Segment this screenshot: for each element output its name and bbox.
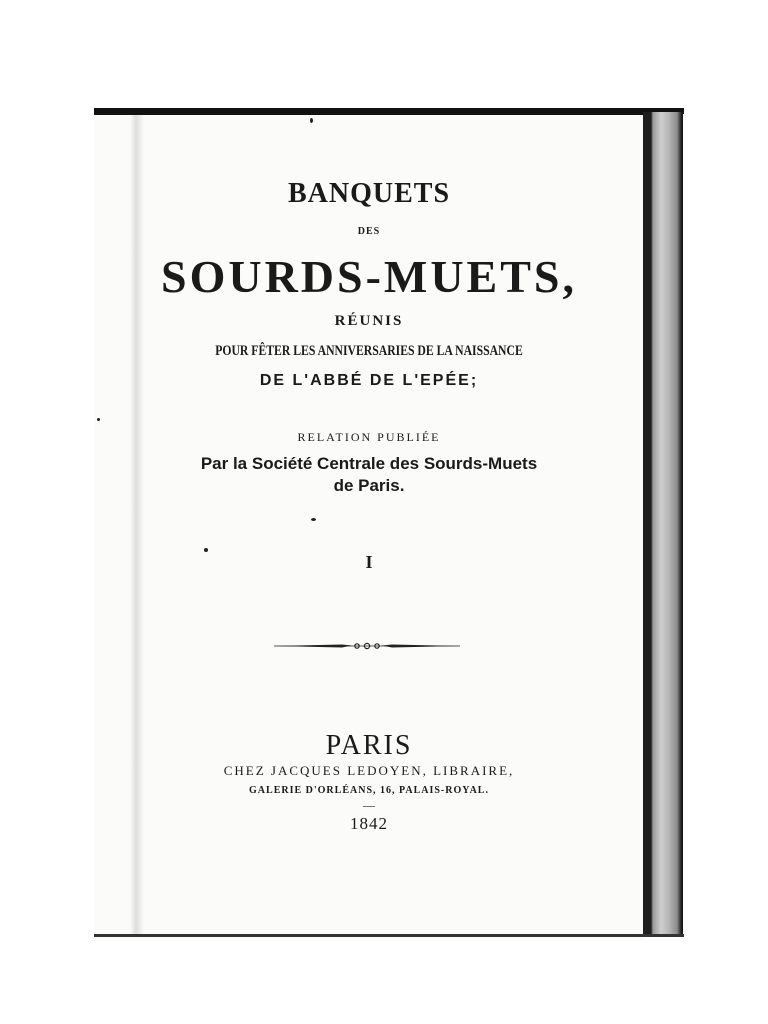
imprint-bookseller: CHEZ JACQUES LEDOYEN, LIBRAIRE, (223, 763, 515, 778)
title-banquets: BANQUETS (287, 178, 451, 209)
ink-speck (310, 118, 313, 123)
title-des: DES (357, 226, 381, 237)
publisher-line-1: Par la Société Centrale des Sourds-Muets (200, 454, 538, 473)
volume-number: I (365, 552, 373, 572)
publisher-line-2: de Paris. (333, 476, 405, 495)
title-pour-feter: POUR FÊTER LES ANNIVERSARIES DE LA NAISSANCE (215, 343, 523, 359)
imprint-dash: — (363, 798, 375, 812)
title-sourds-muets: SOURDS-MUETS, (160, 251, 577, 302)
title-abbe-de-lepee: DE L'ABBÉ DE L'EPÉE; (259, 372, 479, 389)
title-reunis: RÉUNIS (334, 313, 404, 329)
ink-speck (311, 518, 316, 521)
imprint-city: PARIS (325, 730, 413, 761)
page-bottom-edge (94, 934, 684, 937)
relation-publiee: RELATION PUBLIÉE (297, 430, 441, 444)
ink-speck (97, 418, 100, 421)
ink-speck (204, 548, 208, 552)
imprint-year: 1842 (350, 814, 388, 833)
imprint-address: GALERIE D'ORLÉANS, 16, PALAIS-ROYAL. (249, 785, 489, 796)
page-top-edge (94, 108, 684, 114)
book-spine-edge (643, 112, 683, 936)
decorative-rule-icon (272, 638, 462, 654)
